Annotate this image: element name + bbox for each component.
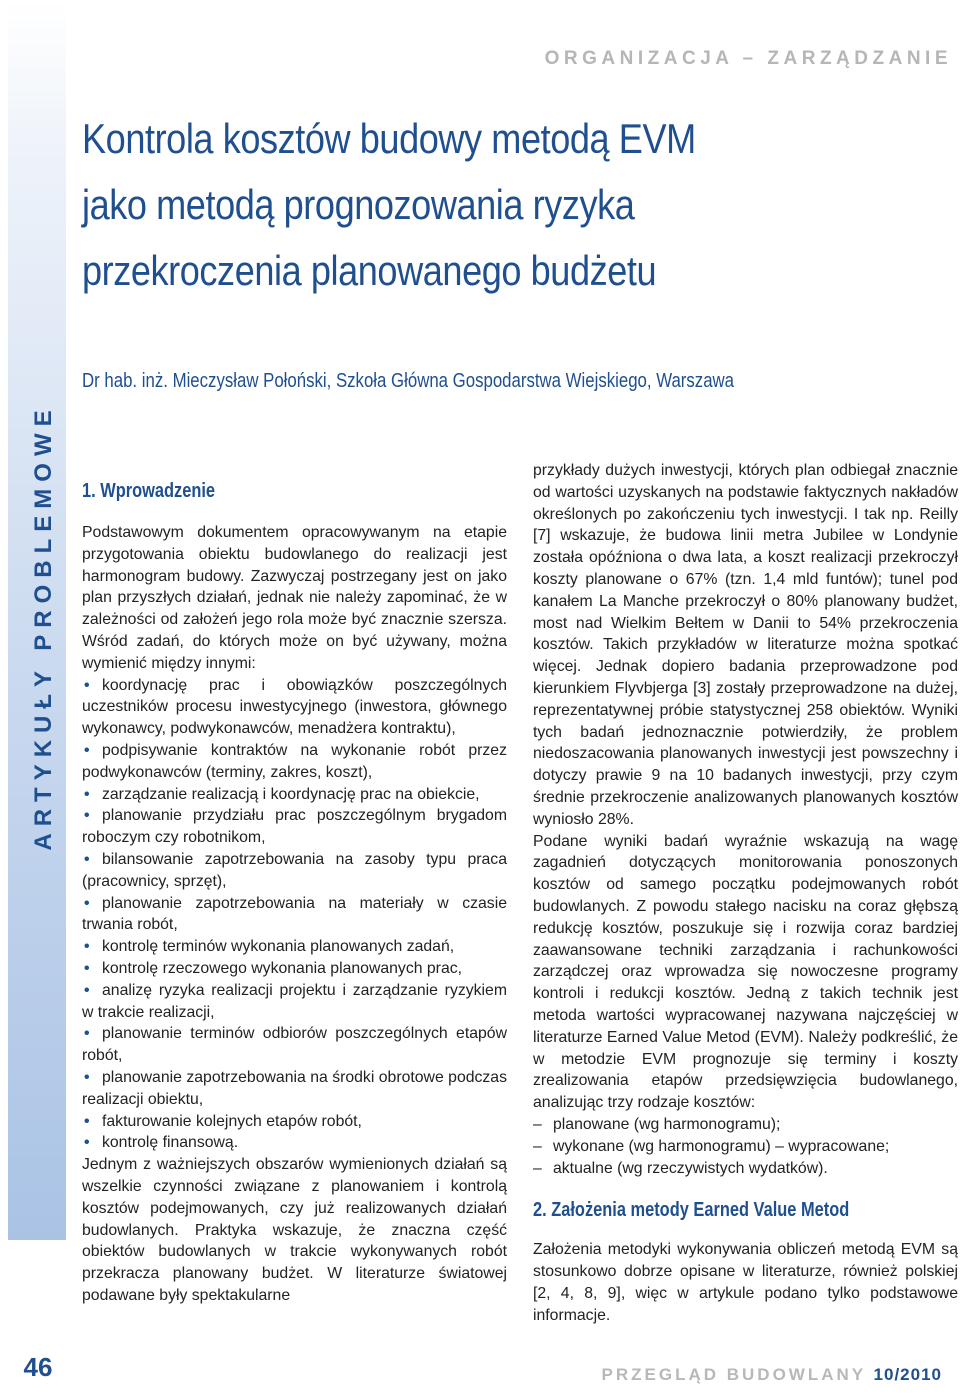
list-item: • planowanie przydziału prac poszczególnym brygadom roboczym czy robotnikom, bbox=[82, 807, 507, 847]
closing-paragraph: Jednym z ważniejszych obszarów wymienionych działań są wszelkie czynności związane z planowaniem i kontrolą kosztów podejmowanych, czy już realizowanych działań budowlanych. Praktyka wskazuje, że znaczna część obiektów budowlanych w trakcie wykonywanych robót przekracza planowany budżet. W literaturze światowej podawane były spektakularne bbox=[82, 1156, 507, 1304]
list-item: • bilansowanie zapotrzebowania na zasoby typu praca (pracownicy, sprzęt), bbox=[82, 850, 507, 890]
list-item: – wykonane (wg harmonogramu) – wypracowane; bbox=[533, 1136, 958, 1158]
bullet-icon: • bbox=[84, 850, 90, 868]
right-column bbox=[533, 460, 958, 1326]
title-line: przekroczenia planowanego budżetu bbox=[82, 247, 657, 294]
list-item: • kontrolę finansową. bbox=[82, 1132, 507, 1154]
bullet-list bbox=[82, 675, 507, 1155]
list-item: • fakturowanie kolejnych etapów robót, bbox=[82, 1111, 507, 1133]
bullet-icon: • bbox=[84, 807, 90, 825]
author-line: Dr hab. inż. Mieczysław Połoński, Szkoła Główna Gospodarstwa Wiejskiego, Warszawa bbox=[82, 370, 735, 392]
list-item: • planowanie zapotrzebowania na środki obrotowe podczas realizacji obiektu, bbox=[82, 1068, 507, 1108]
page-number: 46 bbox=[23, 1352, 53, 1382]
bullet-icon: • bbox=[84, 1112, 90, 1130]
bullet-icon: • bbox=[84, 1134, 90, 1152]
bullet-icon: • bbox=[84, 741, 90, 759]
sidebar-band bbox=[8, 0, 66, 1240]
section-heading: 2. Założenia metody Earned Value Metod bbox=[533, 1199, 850, 1222]
list-item: • analizę ryzyka realizacji projektu i zarządzanie ryzykiem w trakcie realizacji, bbox=[82, 981, 507, 1021]
article-title bbox=[82, 106, 942, 304]
footer bbox=[602, 1365, 942, 1385]
list-item: – planowane (wg harmonogramu); bbox=[533, 1114, 958, 1136]
bullet-icon: • bbox=[84, 938, 90, 956]
vertical-section-label: ARTYKUŁY PROBLEMOWE bbox=[30, 403, 57, 851]
body-paragraph: Podane wyniki badań wyraźnie wskazują na wagę zagadnień dotyczących monitorowania ponoszonych kosztów od samego początku podejmowanych robót budowlanych. Z powodu stałego nacisku na coraz głębszą redukcję kosztów, poszukuje się i rozwija coraz bardziej zaawansowane techniki zarządzania i rachunkowości zarządczej oraz wprowadza się nowoczesne programy kontroli i redukcji kosztów. Jedną z takich technik jest metoda wartości wypracowanej nazywana najczęściej w literaturze Earned Value Metod (EVM). Należy podkreślić, że w metodzie EVM prognozuje się terminy i koszty zrealizowania etapów przedsięwzięcia budowlanego, analizując trzy rodzaje kosztów: bbox=[533, 832, 958, 1112]
bullet-icon: • bbox=[84, 981, 90, 999]
intro-paragraph: Podstawowym dokumentem opracowywanym na etapie przygotowania obiektu budowlanego do realizacji jest harmonogram budowy. Zazwyczaj postrzegany jest on jako plan przyszłych działań, jednak nie należy zapominać, że w zależności od założeń jego rola może być znacznie szersza. Wśród zadań, do których może on być używany, można wymienić między innymi: bbox=[82, 524, 507, 672]
issue-number: 10/2010 bbox=[873, 1365, 942, 1384]
dash-icon: – bbox=[533, 1137, 542, 1155]
list-item: • kontrolę rzeczowego wykonania planowanych prac, bbox=[82, 958, 507, 980]
list-item: • planowanie terminów odbiorów poszczególnych etapów robót, bbox=[82, 1025, 507, 1065]
section-label: ORGANIZACJA – ZARZĄDZANIE bbox=[544, 48, 952, 69]
bullet-icon: • bbox=[84, 894, 90, 912]
dash-icon: – bbox=[533, 1159, 542, 1177]
left-column bbox=[82, 478, 507, 1307]
list-item: • planowanie zapotrzebowania na materiały w czasie trwania robót, bbox=[82, 894, 507, 934]
list-item: • kontrolę terminów wykonania planowanych zadań, bbox=[82, 936, 507, 958]
bullet-icon: • bbox=[84, 1068, 90, 1086]
section-heading: 1. Wprowadzenie bbox=[82, 480, 216, 502]
title-line: Kontrola kosztów budowy metodą EVM bbox=[82, 115, 696, 162]
bullet-icon: • bbox=[84, 959, 90, 977]
journal-name: PRZEGLĄD BUDOWLANY bbox=[601, 1365, 866, 1384]
dash-icon: – bbox=[533, 1115, 542, 1133]
bullet-icon: • bbox=[84, 676, 90, 694]
bullet-icon: • bbox=[84, 785, 90, 803]
list-item: • koordynację prac i obowiązków poszczególnych uczestników procesu inwestycyjnego (inwestora, głównego wykonawcy, podwykonawców, menadżera kontraktu), bbox=[82, 676, 507, 738]
title-line: jako metodą prognozowania ryzyka bbox=[82, 181, 635, 228]
list-item: • podpisywanie kontraktów na wykonanie robót przez podwykonawców (terminy, zakres, koszt), bbox=[82, 741, 507, 781]
bullet-icon: • bbox=[84, 1025, 90, 1043]
body-paragraph: Założenia metodyki wykonywania obliczeń metodą EVM są stosunkowo dobrze opisane w literaturze, również polskiej [2, 4, 8, 9], więc w artykule podano tylko podstawowe informacje. bbox=[533, 1241, 958, 1324]
body-paragraph: przykłady dużych inwestycji, których plan odbiegał znacznie od wartości uzyskanych na podstawie faktycznych nakładów określonych po zakończeniu tych inwestycji. I tak np. Reilly [7] wskazuje, że budowa linii metra Jubilee w Londynie została opóźniona o dwa lata, a koszt realizacji przekroczył koszty planowane o 67% (tzn. 1,4 mld funtów); tunel pod kanałem La Manche przekroczył o 80% planowany budżet, most nad Wielkim Bełtem w Danii to 54% przekroczenia kosztów. Takich przykładów w literaturze można spotkać więcej. Jednak dopiero badania przeprowadzone pod kierunkiem Flyvbjerga [3] zostały przeprowadzone na dużej, reprezentatywnej próbie statystycznej 258 obiektów. Wyniki tych badań jednoznacznie potwierdziły, że problem niedoszacowania planowanych inwestycji jest powszechny i dotyczy prawie 9 na 10 badanych inwestycji, przy czym średnie przekroczenie analizowanych planowanych kosztów wyniosło 28%. bbox=[533, 462, 958, 828]
list-item: • zarządzanie realizacją i koordynację prac na obiekcie, bbox=[82, 784, 507, 806]
list-item: – aktualne (wg rzeczywistych wydatków). bbox=[533, 1158, 958, 1180]
dash-list bbox=[533, 1114, 958, 1179]
